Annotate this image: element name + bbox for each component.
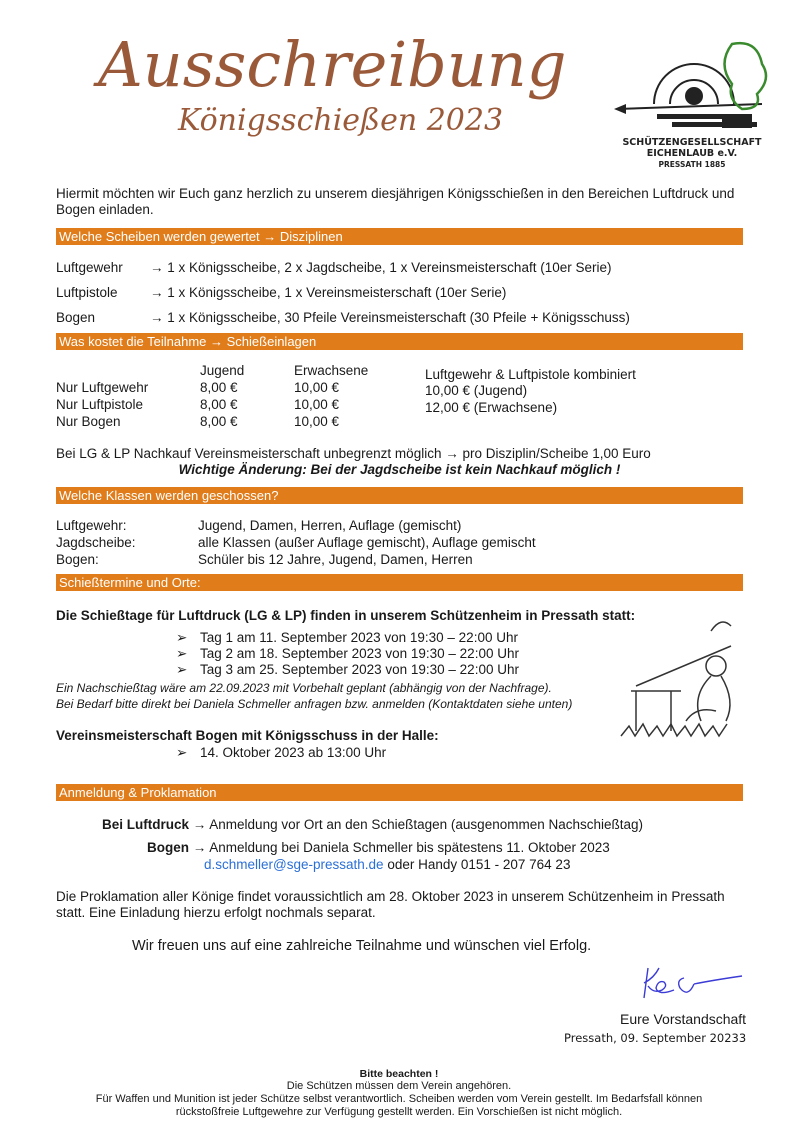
day-bullet: ➢ bbox=[176, 630, 188, 645]
bow-championship-title: Vereinsmeisterschaft Bogen mit Königsschuss in der Halle: bbox=[56, 728, 439, 743]
fee-col-youth: Jugend bbox=[200, 363, 245, 378]
discipline-label: Bogen bbox=[56, 310, 96, 325]
class-label: Jagdscheibe: bbox=[56, 535, 136, 550]
contact-note: Bei Bedarf bitte direkt bei Daniela Schmeller anfragen bzw. anmelden (Kontaktdaten siehe unten) bbox=[56, 697, 573, 711]
club-logo bbox=[612, 34, 772, 184]
shooting-day: Tag 2 am 18. September 2023 von 19:30 – 22:00 Uhr bbox=[200, 646, 519, 661]
document-title bbox=[88, 14, 608, 138]
target-icon bbox=[654, 64, 734, 104]
contact-line bbox=[204, 857, 570, 873]
fee-adult: 10,00 € bbox=[294, 397, 340, 412]
day-bullet: ➢ bbox=[176, 646, 188, 661]
section-heading-dates: Schießtermine und Orte: bbox=[56, 574, 743, 591]
signature-image bbox=[636, 958, 746, 1002]
proclamation-text: Die Proklamation aller Könige findet voraussichtlich am 28. Oktober 2023 in unserem Schützenheim in Pressath statt. Eine Einladung hierzu erfolgt nochmals separat. bbox=[56, 889, 725, 920]
discipline-label: Luftgewehr bbox=[56, 260, 123, 275]
bow-date: 14. Oktober 2023 ab 13:00 Uhr bbox=[200, 745, 387, 760]
logo-name2: EICHENLAUB e.V. bbox=[646, 148, 738, 159]
subtitle-text: Königsschießen 2023 bbox=[178, 103, 504, 138]
important-note: Wichtige Änderung: Bei der Jagdscheibe ist kein Nachkauf möglich ! bbox=[178, 462, 621, 477]
phone-text: oder Handy 0151 - 207 764 23 bbox=[387, 857, 571, 872]
airgun-registration bbox=[102, 817, 643, 833]
day-bullet: ➢ bbox=[176, 662, 188, 677]
intro-text: Hiermit möchten wir Euch ganz herzlich zu unserem diesjährigen Königsschießen in den Bereichen Luftdruck und Bogen einladen. bbox=[56, 186, 735, 217]
class-label: Luftgewehr: bbox=[56, 518, 127, 533]
airgun-registration-label: Bei Luftdruck → bbox=[102, 817, 207, 832]
closing-text: Wir freuen uns auf eine zahlreiche Teilnahme und wünschen viel Erfolg. bbox=[132, 938, 592, 954]
day-bullet: ➢ bbox=[176, 745, 188, 760]
footer-line: rückstoßfreie Luftgewehre zur Verfügung gestellt werden. Ein Vorschießen ist nicht möglich. bbox=[175, 1106, 623, 1118]
fee-adult: 10,00 € bbox=[294, 380, 340, 395]
fee-label: Nur Luftpistole bbox=[56, 397, 144, 412]
fee-adult: 10,00 € bbox=[294, 414, 340, 429]
makeup-day-note: Ein Nachschießtag wäre am 22.09.2023 mit Vorbehalt geplant (abhängig von der Nachfrage). bbox=[56, 681, 552, 695]
discipline-text: → 1 x Königsscheibe, 1 x Vereinsmeisterschaft (10er Serie) bbox=[150, 285, 507, 300]
bow-registration-label: Bogen → bbox=[147, 840, 207, 855]
class-text: Jugend, Damen, Herren, Auflage (gemischt) bbox=[198, 518, 462, 533]
fee-label: Nur Luftgewehr bbox=[56, 380, 149, 395]
airgun-registration-text: Anmeldung vor Ort an den Schießtagen (ausgenommen Nachschießtag) bbox=[209, 817, 644, 832]
fee-note: Bei LG & LP Nachkauf Vereinsmeisterschaft unbegrenzt möglich → pro Disziplin/Scheibe 1,00 Euro bbox=[56, 446, 651, 461]
discipline-label: Luftpistole bbox=[56, 285, 118, 300]
discipline-text: → 1 x Königsscheibe, 30 Pfeile Vereinsmeisterschaft (30 Pfeile + Königsschuss) bbox=[150, 310, 630, 325]
footer-line: Für Waffen und Munition ist jeder Schütze selbst verantwortlich. Scheiben werden vom Verein gestellt. Im Bedarfsfall können bbox=[95, 1093, 703, 1105]
fee-youth: 8,00 € bbox=[200, 380, 238, 395]
bow-registration bbox=[147, 840, 610, 856]
email-link[interactable]: d.schmeller@sge-pressath.de bbox=[204, 857, 384, 872]
section-heading-classes: Welche Klassen werden geschossen? bbox=[56, 487, 743, 504]
fee-youth: 8,00 € bbox=[200, 397, 238, 412]
signature-from: Eure Vorstandschaft bbox=[620, 1011, 747, 1027]
place-date: Pressath, 09. September 20233 bbox=[564, 1031, 747, 1045]
section-heading-disciplines: Welche Scheiben werden gewertet → Disziplinen bbox=[56, 228, 743, 245]
shooter-illustration bbox=[616, 606, 744, 746]
fee-col-adult: Erwachsene bbox=[294, 363, 369, 378]
fee-combo-title: Luftgewehr & Luftpistole kombiniert bbox=[425, 367, 636, 382]
footer-line: Die Schützen müssen dem Verein angehören. bbox=[286, 1080, 512, 1092]
shooting-day: Tag 1 am 11. September 2023 von 19:30 – 22:00 Uhr bbox=[200, 630, 518, 645]
discipline-text: → 1 x Königsscheibe, 2 x Jagdscheibe, 1 x Vereinsmeisterschaft (10er Serie) bbox=[150, 260, 612, 275]
section-heading-registration: Anmeldung & Proklamation bbox=[56, 784, 743, 801]
class-text: Schüler bis 12 Jahre, Jugend, Damen, Herren bbox=[198, 552, 473, 567]
footer-title: Bitte beachten ! bbox=[359, 1068, 439, 1080]
section-heading-fees: Was kostet die Teilnahme → Schießeinlagen bbox=[56, 333, 743, 350]
fee-combo-youth: 10,00 € (Jugend) bbox=[425, 383, 528, 398]
airgun-dates-title: Die Schießtage für Luftdruck (LG & LP) finden in unserem Schützenheim in Pressath statt: bbox=[56, 608, 636, 623]
logo-city: PRESSATH 1885 bbox=[658, 160, 726, 169]
bow-registration-text: Anmeldung bei Daniela Schmeller bis spätestens 11. Oktober 2023 bbox=[209, 840, 610, 855]
oak-leaf-icon bbox=[725, 43, 767, 109]
fee-label: Nur Bogen bbox=[56, 414, 121, 429]
fee-combo-adult: 12,00 € (Erwachsene) bbox=[425, 400, 558, 415]
fee-youth: 8,00 € bbox=[200, 414, 238, 429]
rifle-icon bbox=[657, 114, 757, 128]
logo-name: SCHÜTZENGESELLSCHAFT bbox=[622, 137, 762, 148]
title-text: Ausschreibung bbox=[98, 28, 567, 101]
class-text: alle Klassen (außer Auflage gemischt), Auflage gemischt bbox=[198, 535, 536, 550]
shooting-day: Tag 3 am 25. September 2023 von 19:30 – 22:00 Uhr bbox=[200, 662, 519, 677]
class-label: Bogen: bbox=[56, 552, 99, 567]
